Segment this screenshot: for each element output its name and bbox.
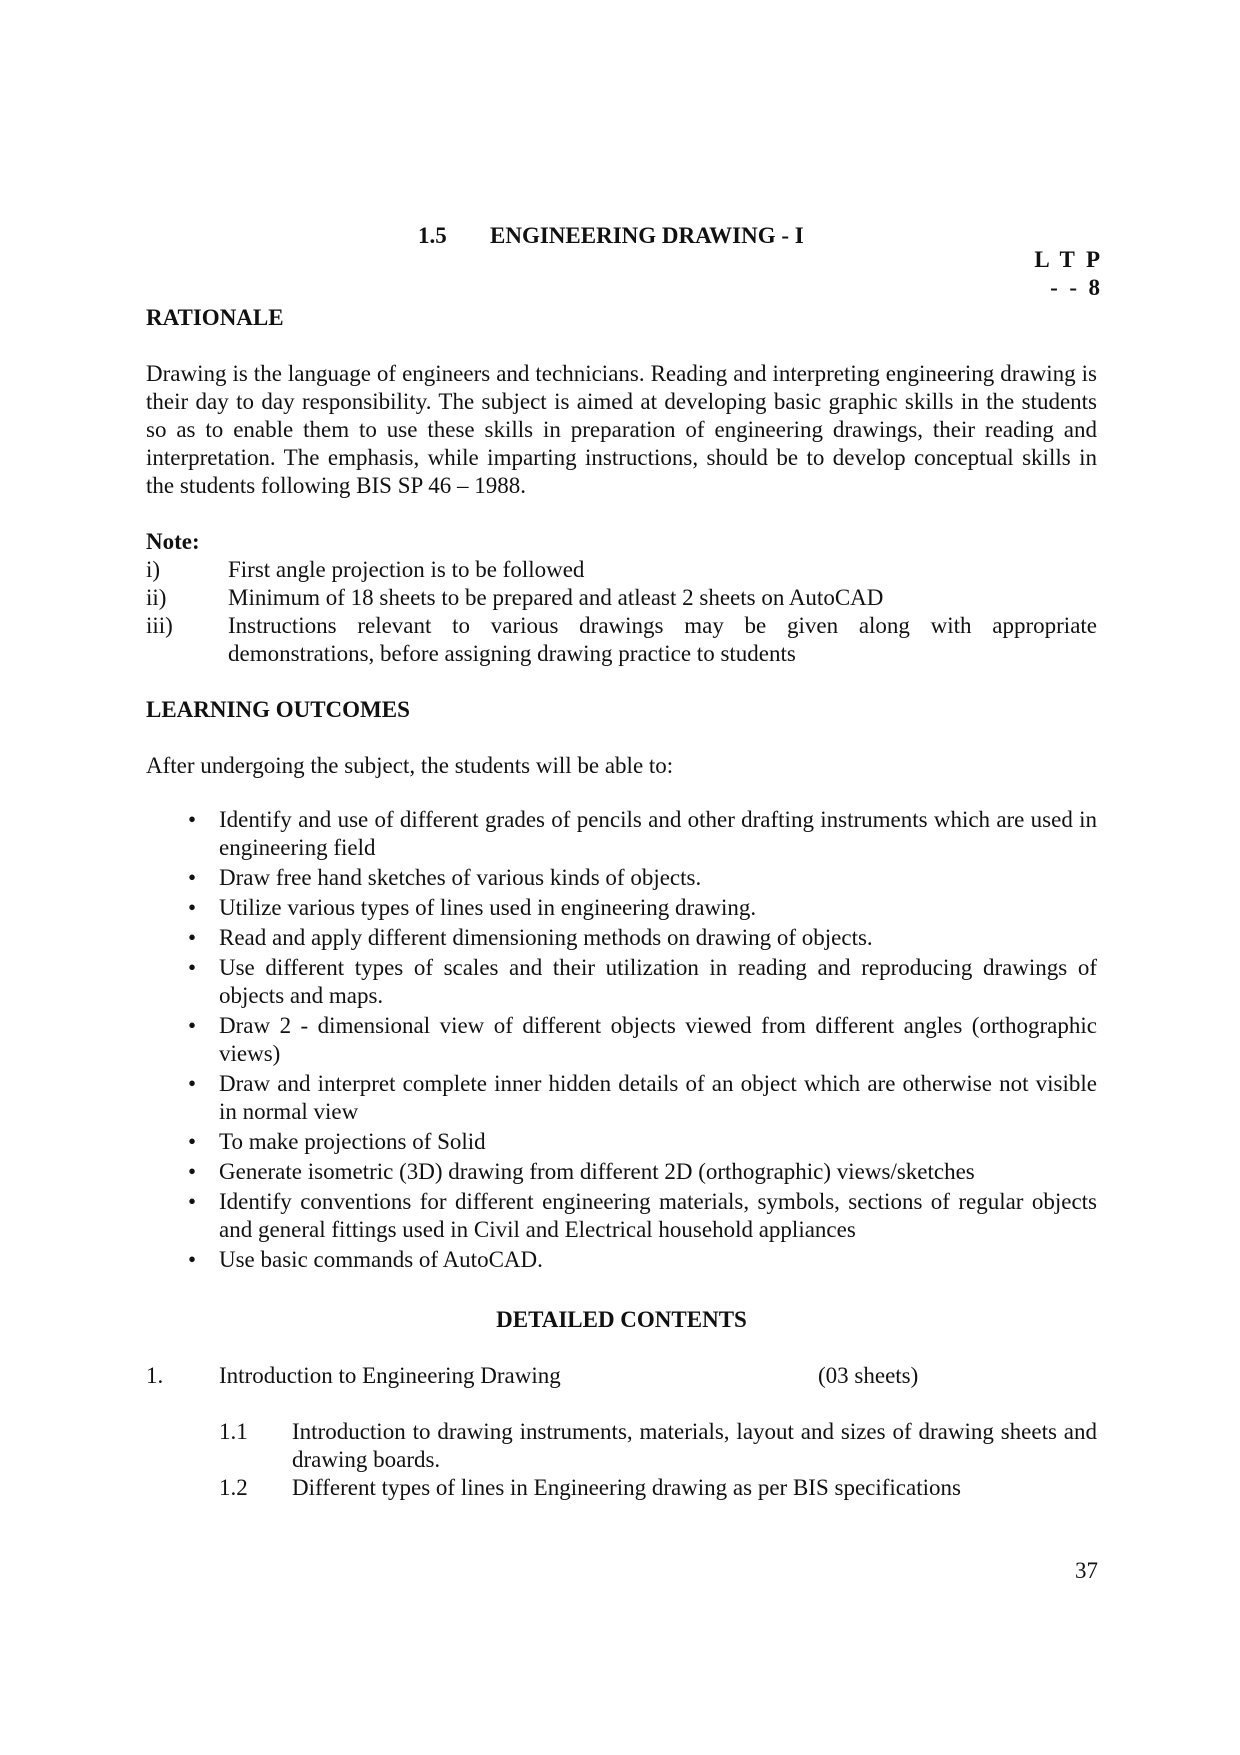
list-item-text: To make projections of Solid xyxy=(219,1129,486,1154)
note-heading: Note: xyxy=(146,529,200,554)
note-item-number: ii) xyxy=(146,585,167,610)
note-item-text: Minimum of 18 sheets to be prepared and atleast 2 sheets on AutoCAD xyxy=(228,585,884,610)
unit-number: 1. xyxy=(146,1363,164,1388)
section-title: ENGINEERING DRAWING - I xyxy=(490,223,804,248)
learning-outcomes-heading: LEARNING OUTCOMES xyxy=(146,697,410,722)
bullet-icon: • xyxy=(188,1013,197,1038)
bullet-icon: • xyxy=(188,1189,197,1214)
ltp-values: - - 8 xyxy=(1050,275,1100,300)
bullet-icon: • xyxy=(188,807,197,832)
list-item-text: Draw and interpret complete inner hidden details of an object which are otherwise not visible in normal view xyxy=(219,1071,1097,1124)
subitem-number: 1.2 xyxy=(219,1475,248,1500)
list-item-text: Use different types of scales and their utilization in reading and reproducing drawings of objects and maps. xyxy=(219,955,1097,1008)
detailed-contents-heading: DETAILED CONTENTS xyxy=(496,1307,747,1332)
ltp-header: L T P xyxy=(1034,247,1100,272)
list-item xyxy=(146,864,1097,892)
subitem-text: Different types of lines in Engineering drawing as per BIS specifications xyxy=(292,1475,961,1500)
list-item-text: Generate isometric (3D) drawing from different 2D (orthographic) views/sketches xyxy=(219,1159,975,1184)
bullet-icon: • xyxy=(188,1129,197,1154)
list-item xyxy=(146,924,1097,952)
learning-outcomes-list xyxy=(146,806,1097,1276)
list-item-text: Use basic commands of AutoCAD. xyxy=(219,1247,543,1272)
subitem-text: Introduction to drawing instruments, materials, layout and sizes of drawing sheets and drawing boards. xyxy=(292,1419,1097,1472)
bullet-icon: • xyxy=(188,895,197,920)
note-item-number: i) xyxy=(146,557,161,582)
rationale-heading: RATIONALE xyxy=(146,305,284,330)
bullet-icon: • xyxy=(188,925,197,950)
list-item xyxy=(146,1128,1097,1156)
unit-sheets: (03 sheets) xyxy=(818,1363,919,1388)
list-item xyxy=(146,1158,1097,1186)
list-item xyxy=(146,954,1097,1010)
list-item xyxy=(146,894,1097,922)
note-item-text: First angle projection is to be followed xyxy=(228,557,585,582)
list-item xyxy=(146,1070,1097,1126)
bullet-icon: • xyxy=(188,865,197,890)
list-item xyxy=(146,1012,1097,1068)
list-item-text: Read and apply different dimensioning methods on drawing of objects. xyxy=(219,925,873,950)
learning-outcomes-intro: After undergoing the subject, the students will be able to: xyxy=(146,753,674,778)
subitem-number: 1.1 xyxy=(219,1419,248,1444)
bullet-icon: • xyxy=(188,1071,197,1096)
bullet-icon: • xyxy=(188,1247,197,1272)
note-item-number: iii) xyxy=(146,613,173,638)
section-number: 1.5 xyxy=(418,223,447,248)
list-item-text: Identify conventions for different engineering materials, symbols, sections of regular objects and general fittings used in Civil and Electrical household appliances xyxy=(219,1189,1097,1242)
ltp-block xyxy=(1010,246,1100,302)
page-number: 37 xyxy=(1075,1558,1098,1583)
unit-title: Introduction to Engineering Drawing xyxy=(219,1363,561,1388)
list-item xyxy=(146,1246,1097,1274)
rationale-paragraph: Drawing is the language of engineers and technicians. Reading and interpreting engineering drawing is their day to day responsibility. The subject is aimed at developing basic graphic skills in the students so as to enable them to use these skills in preparation of engineering drawings, their reading and interpretation. The emphasis, while imparting instructions, should be to develop conceptual skills in the students following BIS SP 46 – 1988. xyxy=(146,361,1097,498)
list-item-text: Draw free hand sketches of various kinds of objects. xyxy=(219,865,702,890)
list-item-text: Utilize various types of lines used in engineering drawing. xyxy=(219,895,757,920)
bullet-icon: • xyxy=(188,955,197,980)
list-item-text: Draw 2 - dimensional view of different objects viewed from different angles (orthographic views) xyxy=(219,1013,1097,1066)
list-item xyxy=(146,1188,1097,1244)
list-item-text: Identify and use of different grades of pencils and other drafting instruments which are used in engineering field xyxy=(219,807,1097,860)
bullet-icon: • xyxy=(188,1159,197,1184)
note-item-text: Instructions relevant to various drawings may be given along with appropriate demonstrations, before assigning drawing practice to students xyxy=(228,613,1097,666)
list-item xyxy=(146,806,1097,862)
